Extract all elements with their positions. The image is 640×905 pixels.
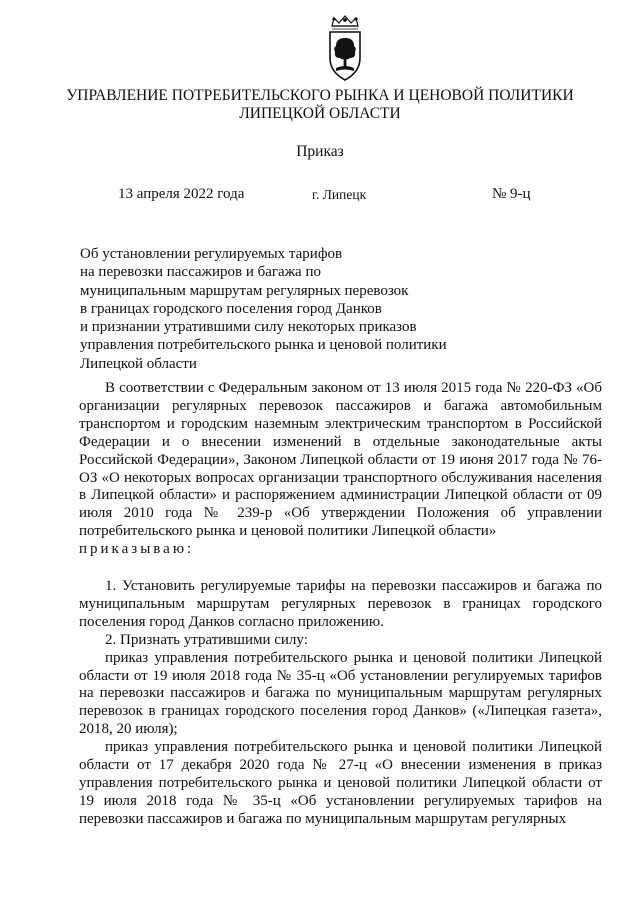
- subject-line: Липецкой области: [80, 355, 197, 372]
- subject-line: в границах городского поселения город Данков: [80, 300, 382, 317]
- order-date: 13 апреля 2022 года: [118, 186, 245, 202]
- subject-line: муниципальным маршрутам регулярных перевозок: [80, 282, 409, 299]
- preamble-paragraph: В соответствии с Федеральным законом от 13 июля 2015 года № 220-ФЗ «Об организации регулярных перевозок пассажиров и багажа автомобильным транспортом и городским наземным электрическим транспортом в Российской Федерации и о внесении изменений в отдельные законодательные акты Российской Федерации», Законом Липецкой области от 19 июня 2017 года № 76-ОЗ «О некоторых вопросах организации транспортного обслуживания населения в Липецкой области» и распоряжением администрации Липецкой области от 09 июля 2010 года № 239-р «Об утверждении Положения об управлении потребительского рынка и ценовой политики Липецкой области»: [79, 380, 602, 540]
- coat-of-arms-icon: [318, 14, 372, 84]
- agency-name-line1: УПРАВЛЕНИЕ ПОТРЕБИТЕЛЬСКОГО РЫНКА И ЦЕНОВОЙ ПОЛИТИКИ: [66, 87, 574, 104]
- subject-line: и признании утратившими силу некоторых приказов: [80, 319, 417, 336]
- item-2: 2. Признать утратившими силу:: [105, 631, 308, 648]
- order-number: № 9-ц: [492, 186, 531, 202]
- order-city: г. Липецк: [312, 187, 367, 202]
- agency-name-line2: ЛИПЕЦКОЙ ОБЛАСТИ: [239, 105, 401, 122]
- subject-line: Об установлении регулируемых тарифов: [80, 246, 343, 262]
- preamble-block: [79, 380, 602, 559]
- item-2-repeal-a: приказ управления потребительского рынка и ценовой политики Липецкой области от 19 июля 2018 года № 35-ц «Об установлении регулируемых тарифов на перевозки пассажиров и багажа по муниципальным маршрутам регулярных перевозок в границах городского поселения город Данков» («Липецкая газета», 2018, 20 июля);: [79, 649, 602, 738]
- document-type: Приказ: [296, 143, 344, 160]
- subject-line: управления потребительского рынка и ценовой политики: [80, 337, 447, 354]
- order-subject: [80, 245, 447, 373]
- item-1: 1. Установить регулируемые тарифы на перевозки пассажиров и багажа по муниципальным маршрутам регулярных перевозок в границах городского поселения город Данков согласно приложению.: [79, 578, 602, 630]
- subject-line: на перевозки пассажиров и багажа по: [80, 264, 321, 281]
- item-2-repeal-b: приказ управления потребительского рынка и ценовой политики Липецкой области от 17 декабря 2020 года № 27-ц «О внесении изменения в приказ управления потребительского рынка и ценовой политики Липецкой области от 19 июля 2018 года № 35-ц «Об установлении регулируемых тарифов на перевозки пассажиров и багажа по муниципальным маршрутам регулярных: [79, 739, 602, 827]
- order-items: [79, 578, 602, 829]
- order-word: приказываю:: [79, 541, 195, 558]
- agency-name: [0, 87, 640, 123]
